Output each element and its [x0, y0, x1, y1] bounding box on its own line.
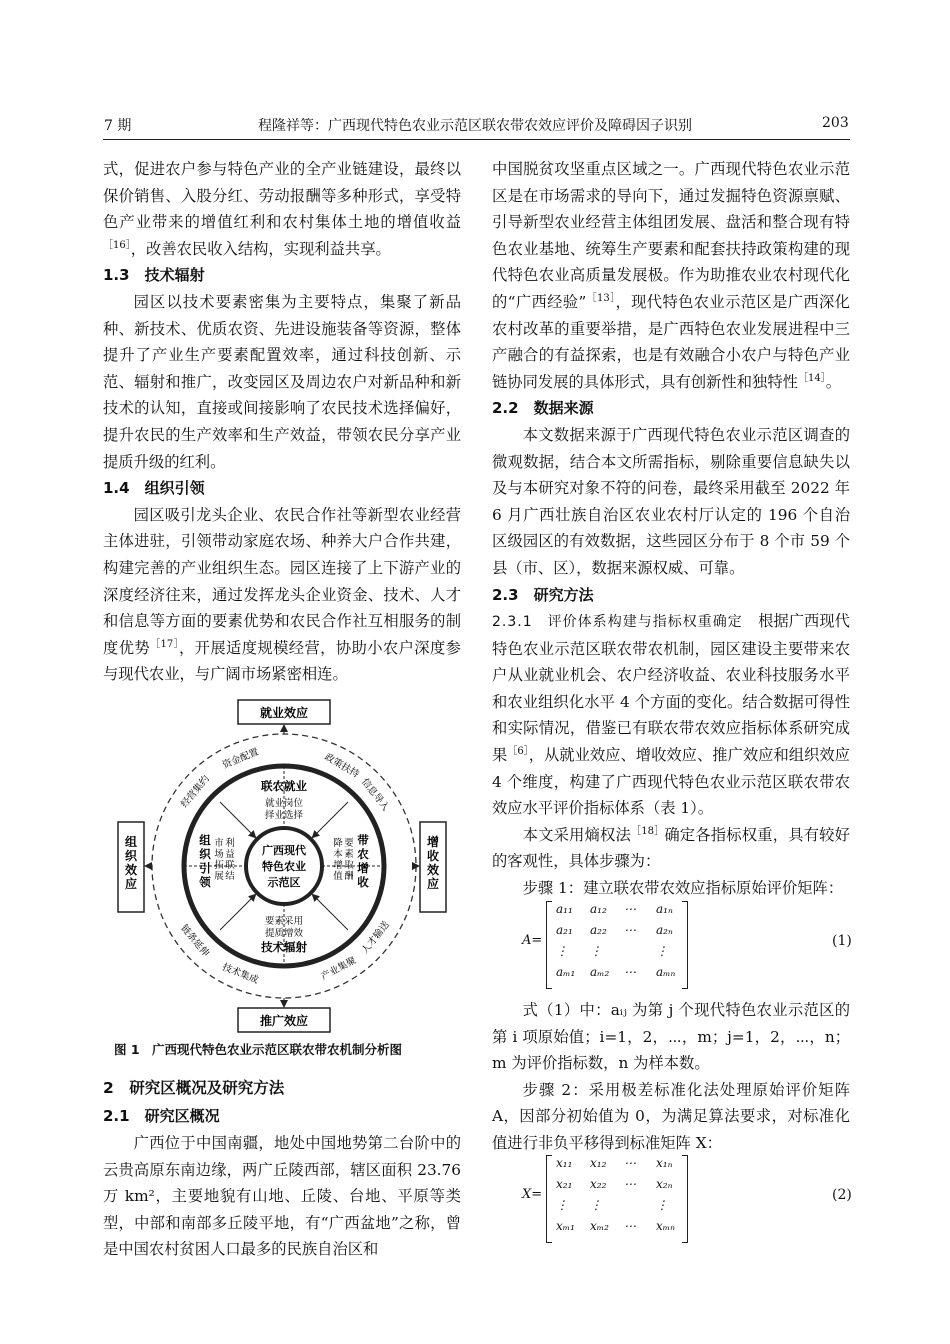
matrix-cell: ⋯: [624, 965, 636, 979]
matrix-cell: ⋯: [624, 1219, 636, 1233]
matrix-cell: ⋮: [556, 1198, 568, 1212]
matrix-cell: x₂₁: [556, 1177, 573, 1191]
promotion-effect-label: 推广效应: [259, 1014, 309, 1028]
running-title: 程隆祥等：广西现代特色农业示范区联农带农效应评价及障碍因子识别: [258, 118, 692, 134]
matrix-cell: ⋯: [624, 902, 636, 916]
issue-number: 7 期: [104, 118, 132, 134]
ring-label: 产业集聚: [319, 955, 359, 983]
center-line-3: 示范区: [267, 876, 301, 889]
matrix-cell: aₘₙ: [656, 965, 676, 979]
organization-effect-char: 织: [124, 849, 138, 863]
income-effect-char: 收: [426, 849, 440, 863]
quadrant-left-sub: 展: [214, 871, 224, 882]
matrix-cell: a₁₁: [556, 902, 573, 916]
mechanism-diagram: [110, 696, 460, 1036]
matrix-cell: x₁ₙ: [656, 1156, 673, 1170]
paragraph: 式，促进农户参与特色产业的全产业链建设，最终以保价销售、入股分红、劳动报酬等多种形式，享受特色产业带来的增值红利和农村集体土地的增值收益$^{[16]}$，改善农民收入结构，实现利益共享。: [103, 160, 461, 258]
quadrant-bottom-sub-1: 要素采用: [264, 916, 304, 927]
organization-effect-char: 组: [124, 835, 138, 849]
matrix-cell: aₘ₁: [556, 965, 576, 979]
matrix-cell: xₘ₂: [590, 1219, 609, 1233]
matrix-cell: a₁₂: [590, 902, 607, 916]
income-effect-label: [427, 834, 440, 891]
organization-effect-char: 效: [124, 863, 138, 877]
quadrant-top-sub-2: 择业选择: [264, 810, 304, 821]
quadrant-left: [198, 833, 235, 889]
quadrant-right-sub: 素: [344, 849, 354, 860]
paragraph: 广西位于中国南疆，地处中国地势第二台阶中的云贵高原东南边缘，两广丘陵西部，辖区面积 23.76 万 km²，主要地貌有山地、丘陵、台地、平原等类型，中部和南部多丘陵平地，有“广西盆地”之称，曾是中国农村贫困人口最多的民族自治区和: [103, 1134, 461, 1259]
ring-label: 经营集约: [179, 773, 212, 810]
right-column: [492, 156, 850, 902]
quadrant-left-title: 组: [199, 833, 211, 847]
quadrant-right-title: 收: [357, 875, 369, 889]
figure-caption: 图 1 广西现代特色农业示范区联农带农机制分析图: [114, 1042, 403, 1057]
income-effect-char: 增: [426, 835, 440, 849]
equation-number: (1): [832, 933, 852, 949]
quadrant-left-sub: 益: [225, 849, 235, 860]
matrix-cell: ⋮: [656, 1198, 668, 1212]
matrix-cell: x₁₁: [556, 1156, 573, 1170]
quadrant-right-sub: 增: [333, 860, 343, 871]
section-heading: 2.2 数据来源: [492, 399, 594, 418]
organization-effect-char: 应: [124, 877, 138, 891]
paragraph: 园区以技术要素密集为主要特点，集聚了新品种、新技术、优质农资、先进设施装备等资源，整体提升了产业生产要素配置效率，通过科技创新、示范、辐射和推广，改变园区及周边农户对新品种和新技术的认知，直接或间接影响了农民技术选择偏好，提升农民的生产效率和生产效益，带领农民分享产业提质升级的红利。: [103, 292, 461, 471]
quadrant-left-sub: 拓: [214, 860, 224, 871]
quadrant-left-sub: 市: [214, 838, 224, 849]
figure-1: [110, 696, 460, 1036]
header-rule: [103, 139, 850, 140]
income-effect-char: 应: [426, 877, 440, 891]
section-heading: 1.3 技术辐射: [103, 266, 205, 285]
quadrant-right: [333, 833, 369, 889]
organization-effect-label: [125, 834, 138, 891]
matrix-cell: ⋯: [624, 1156, 636, 1170]
quadrant-left-sub: 场: [214, 849, 224, 860]
matrix-cell: ⋯: [624, 1177, 636, 1191]
matrix-cell: ⋯: [624, 923, 636, 937]
income-effect-char: 效: [426, 863, 440, 877]
quadrant-right-sub: 取: [344, 860, 354, 871]
quadrant-left-title: 领: [199, 875, 211, 889]
quadrant-right-sub: 要: [344, 838, 354, 849]
quadrant-right-sub: 本: [333, 849, 343, 860]
matrix-cell: a₁ₙ: [656, 902, 673, 916]
ring-label: 资金配置: [221, 746, 261, 772]
paragraph: 步骤 2：采用极差标准化法处理原始评价矩阵 A，因部分初始值为 0，为满足算法要求，对标准化值进行非负平移得到标准矩阵 X：: [492, 1080, 850, 1152]
paragraph: 式（1）中：aᵢⱼ 为第 j 个现代特色农业示范区的第 i 项原始值；i=1，2，⋯，m；j=1，2，⋯，n；m 为评价指标数，n 为样本数。: [492, 1001, 850, 1073]
paragraph: 中国脱贫攻坚重点区域之一。广西现代特色农业示范区是在市场需求的导向下，通过发掘特色资源禀赋、引导新型农业经营主体组团发展、盘活和整合现有特色农业基地、统筹生产要素和配套扶持政策构建的现代特色农业高质量发展极。作为助推农业农村现代化的“广西经验”$^{[13]}$，现代特色农业示范区是广西深化农村改革的重要举措，是广西特色农业发展进程中三产融合的有益探索，也是有效融合小农户与特色产业链协同发展的具体形式，具有创新性和独特性$^{[14]}$。: [492, 160, 850, 391]
ring-label: 人才输送: [359, 919, 392, 957]
ring-label: 政策扶持: [322, 751, 361, 781]
paragraph: 步骤 1：建立联农带农效应指标原始评价矩阵：: [522, 879, 844, 898]
matrix-cell: x₂ₙ: [656, 1177, 673, 1191]
quadrant-right-sub: 酬: [344, 871, 354, 882]
section-heading: 2.1 研究区概况: [103, 1107, 220, 1125]
center-line-2: 特色农业: [262, 860, 306, 873]
ring-label: 信息导入: [358, 776, 392, 814]
matrix-cell: ⋮: [590, 1198, 602, 1212]
quadrant-right-title: 带: [357, 833, 369, 847]
section-heading: 2 研究区概况及研究方法: [103, 1079, 285, 1097]
right-column-mid: [492, 997, 850, 1157]
matrix-cell: xₘ₁: [556, 1219, 575, 1233]
matrix-cell: a₂₂: [590, 923, 607, 937]
equation-number: (2): [832, 1187, 852, 1203]
matrix-cell: a₂₁: [556, 923, 573, 937]
quadrant-left-sub: 联: [225, 860, 235, 871]
left-column: [103, 156, 461, 688]
quadrant-top-sub-1: 就业岗位: [264, 798, 304, 809]
matrix-cell: a₂ₙ: [656, 923, 673, 937]
quadrant-left-title: 织: [199, 847, 211, 861]
ring-label: 技术集成: [220, 961, 260, 987]
paragraph: 园区吸引龙头企业、农民合作社等新型农业经营主体进驻，引领带动家庭农场、种养大户合作共建，构建完善的产业组织生态。园区连接了上下游产业的深度经济往来，通过发挥龙头企业资金、技术、人才和信息等方面的要素优势和农民合作社互相服务的制度优势$^{[17]}$，开展适度规模经营，协助小农户深度参与现代农业，与广阔市场紧密相连。: [103, 505, 461, 684]
matrix-cell: ⋮: [590, 944, 602, 958]
matrix-cell: ⋮: [656, 944, 668, 958]
quadrant-top-title: 联农就业: [261, 779, 307, 793]
ring-label: 链条延伸: [178, 922, 212, 960]
quadrant-left-sub: 利: [225, 838, 235, 849]
matrix-cell: ⋮: [556, 944, 568, 958]
quadrant-right-title: 农: [357, 847, 369, 861]
paragraph: 本文数据来源于广西现代特色农业示范区调查的微观数据，结合本文所需指标，剔除重要信息缺失以及与本研究对象不符的问卷，最终采用截至 2022 年 6 月广西壮族自治区农业农村厅认定的 196 个自治区级园区的有效数据，这些园区分布于 8 个市 59 个县（市、区），数据来源权威、可靠。: [492, 425, 850, 577]
section-heading: 1.4 组织引领: [103, 479, 205, 498]
employment-effect-label: 就业效应: [259, 706, 309, 720]
paragraph: 2.3.1 评价体系构建与指标权重确定 根据广西现代特色农业示范区联农带农机制，园区建设主要带来农户从业就业机会、农户经济收益、农业科技服务水平和农业组织化水平 4 个方面的变化。结合数据可得性和实际情况，借鉴已有联农带农效应指标体系研究成果$^{[6]}$，从就业效应、增收效应、推广效应和组织效应 4 个维度，构建了广西现代特色农业示范区联农带农效应水平评价指标体系（表 1）。: [492, 612, 850, 818]
quadrant-left-sub: 结: [225, 871, 235, 882]
matrix-cell: x₂₂: [590, 1177, 607, 1191]
quadrant-bottom-sub-2: 提质增效: [264, 928, 304, 939]
quadrant-left-title: 引: [199, 861, 211, 875]
left-column-lower: [103, 1074, 461, 1263]
matrix-cell: x₁₂: [590, 1156, 607, 1170]
paragraph: 本文采用熵权法$^{[18]}$确定各指标权重，具有较好的客观性，具体步骤为：: [492, 825, 850, 871]
matrix-cell: aₘ₂: [590, 965, 610, 979]
matrix-cell: xₘₙ: [656, 1219, 675, 1233]
quadrant-right-sub: 降: [333, 838, 343, 849]
center-line-1: 广西现代: [262, 844, 306, 857]
section-heading: 2.3 研究方法: [492, 585, 594, 604]
quadrant-right-sub: 值: [333, 871, 343, 882]
page-number: 203: [822, 115, 849, 131]
quadrant-right-title: 增: [357, 861, 369, 875]
quadrant-bottom-title: 技术辐射: [261, 940, 307, 954]
